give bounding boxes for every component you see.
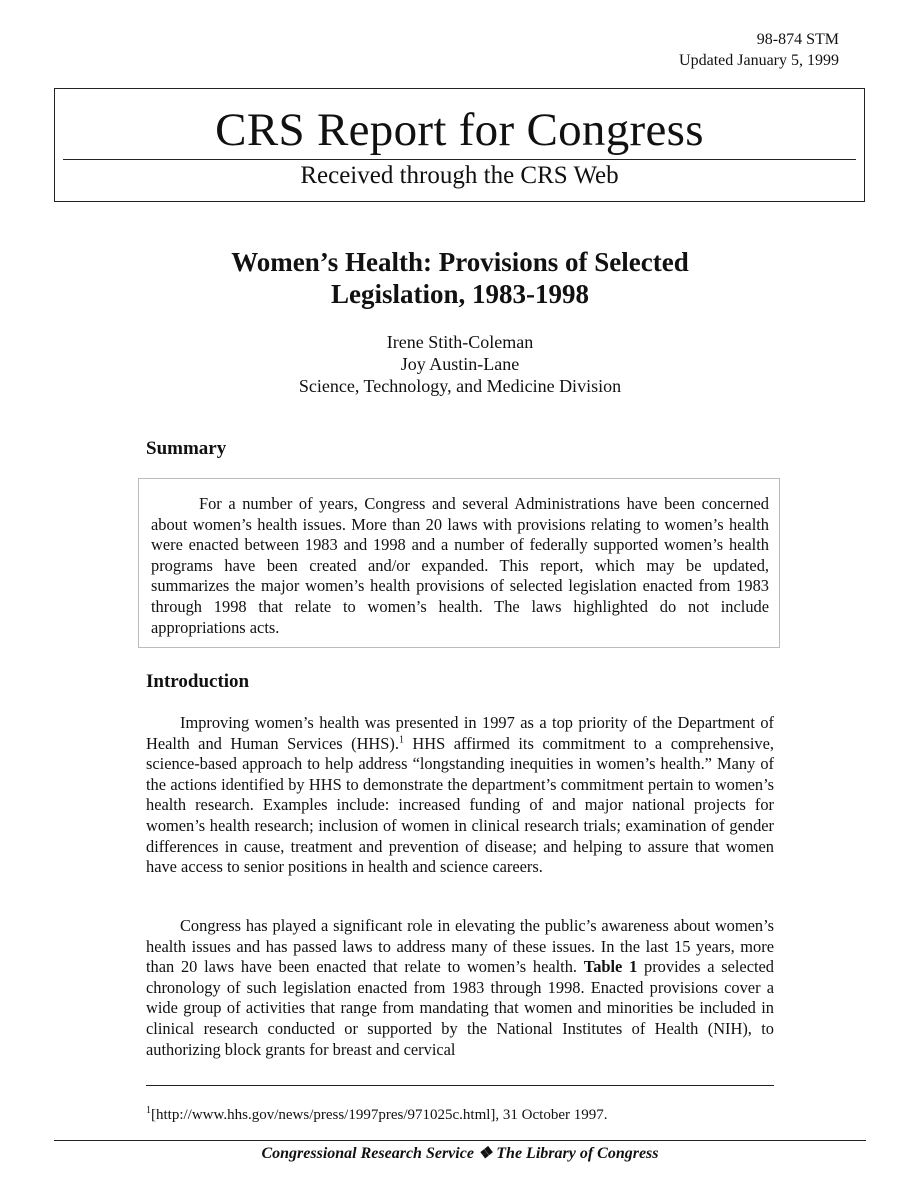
banner-divider — [63, 159, 856, 160]
footnote-ref[interactable]: 1 — [398, 734, 404, 746]
report-banner — [54, 88, 865, 202]
report-number-block — [679, 29, 839, 71]
summary-text: For a number of years, Congress and several Administrations have been concerned about women’s health issues. More than 20 laws with provisions relating to women’s health were enacted between 1983 and 1998 and a number of federally supported women’s health programs have been created and/or expanded. This report, which may be updated, summarizes the major women’s health provisions of selected legislation enacted from 1983 through 1998 that relate to women’s health. The laws highlighted do not include appropriations acts. — [151, 494, 769, 637]
intro-p1-text-a: Improving women’s health was presented in 1997 as a top priority of the Department of Health and Human Services (HHS). — [146, 713, 774, 753]
footer-separator-icon: ❖ — [477, 1145, 493, 1162]
banner-title: CRS Report for Congress — [215, 104, 704, 156]
footer-divider — [54, 1140, 866, 1141]
banner-subtitle: Received through the CRS Web — [300, 162, 619, 189]
intro-p1-text-b: HHS affirmed its commitment to a comprehensive, science-based approach to help address “longstanding inequities in women’s health.” Many of the actions identified by HHS to demonstrate the department’s commitment pertain to women’s health research. Examples include: increased funding of and major national projects for women’s health research; inclusion of women in clinical research trials; examination of gender differences in cause, treatment and prevention of disease; and helping to assure that women have access to senior positions in health and science careers. — [146, 733, 775, 877]
intro-paragraph-1 — [146, 713, 774, 878]
title-line-2: Legislation, 1983-1998 — [330, 279, 589, 309]
footnote-text: [http://www.hhs.gov/news/press/1997pres/971025c.html], 31 October 1997. — [151, 1107, 608, 1123]
division: Science, Technology, and Medicine Division — [298, 376, 622, 396]
page-footer — [0, 1144, 920, 1164]
table-reference: Table 1 — [583, 957, 638, 977]
document-title — [0, 246, 920, 310]
footnote-number: 1 — [146, 1105, 151, 1116]
intro-p2-text-b: provides a selected chronology of such legislation enacted from 1983 through 1998. Enacted provisions cover a wide group of activities that range from mandating that women and minorities be included in clinical research conducted or supported by the National Institutes of Health (NIH), to authorizing block grants for breast and cervical — [146, 957, 775, 1059]
introduction-heading: Introduction — [146, 671, 250, 692]
updated-date: Updated January 5, 1999 — [679, 52, 839, 69]
footer-right: The Library of Congress — [496, 1145, 659, 1162]
author-2: Joy Austin-Lane — [400, 354, 520, 374]
footer-left: Congressional Research Service — [261, 1145, 474, 1162]
summary-heading: Summary — [146, 438, 227, 459]
footnote — [146, 1105, 607, 1125]
intro-p2-text-a: Congress has played a significant role in elevating the public’s awareness about women’s health issues and has passed laws to address many of these issues. In the last 15 years, more than 20 laws have been enacted that relate to women’s health. — [146, 916, 774, 977]
title-line-1: Women’s Health: Provisions of Selected — [231, 247, 689, 277]
report-number: 98-874 STM — [756, 31, 839, 48]
footnote-divider — [146, 1085, 774, 1086]
intro-paragraph-2 — [146, 916, 774, 1060]
author-1: Irene Stith-Coleman — [386, 332, 534, 352]
